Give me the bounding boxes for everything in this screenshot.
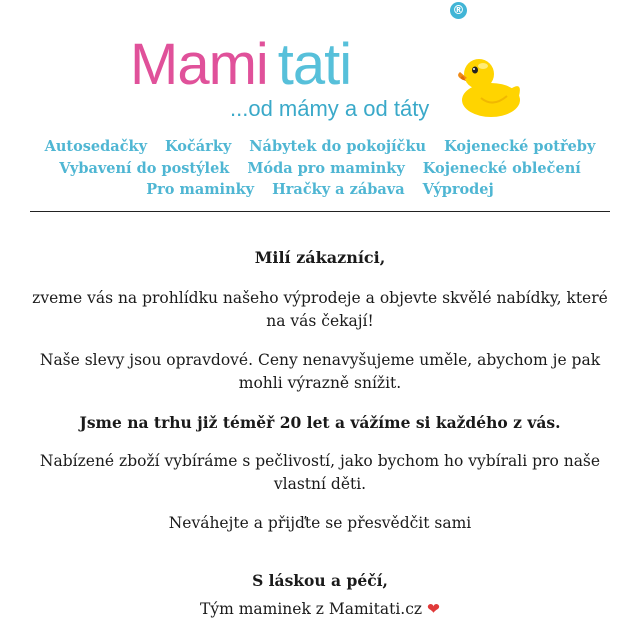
heart-icon: ❤ (427, 600, 441, 618)
category-nav (0, 136, 640, 201)
greeting: Milí zákazníci, (254, 248, 386, 267)
logo[interactable] (130, 34, 390, 96)
nav-link-hracky[interactable]: Hračky a zábava (272, 181, 405, 198)
logo-wordmark (130, 34, 390, 96)
nav-link-vybaveni-postylek[interactable]: Vybavení do postýlek (59, 159, 230, 177)
nav-link-vyprodej[interactable]: Výprodej (422, 181, 494, 198)
divider (30, 211, 610, 212)
rubber-duck-icon (453, 50, 523, 120)
paragraph-discounts: Naše slevy jsou opravdové. Ceny nenavyšujeme uměle, abychom je pak mohli výrazně snížit. (39, 351, 601, 392)
nav-row (0, 136, 640, 158)
signature: Tým maminek z Mamitati.cz (199, 600, 423, 618)
nav-link-nabytek[interactable]: Nábytek do pokojíčku (249, 138, 427, 155)
nav-row (0, 179, 640, 201)
tagline: ...od mámy a od táty (230, 96, 430, 121)
nav-link-kojenecke-potreby[interactable]: Kojenecké potřeby (444, 138, 596, 155)
nav-link-kojenecke-obleceni[interactable]: Kojenecké oblečení (422, 159, 581, 177)
nav-link-moda-pro-maminky[interactable]: Móda pro maminky (247, 159, 405, 177)
logo-mami: Mami (130, 32, 268, 97)
nav-row (0, 158, 640, 180)
paragraph-years: Jsme na trhu již téměř 20 let a vážíme si každého z vás. (79, 413, 561, 432)
signoff: S láskou a péčí, (252, 571, 388, 590)
signature-line (30, 598, 610, 621)
nav-link-autosedacky[interactable]: Autosedačky (44, 138, 147, 155)
paragraph-invite-visit: Neváhejte a přijďte se přesvědčit sami (168, 514, 472, 532)
nav-link-kocarky[interactable]: Kočárky (165, 138, 232, 155)
spacer (30, 551, 610, 569)
paragraph-invitation: zveme vás na prohlídku našeho výprodeje a objevte skvělé nabídky, které na vás čekají! (32, 289, 608, 330)
logo-tati: tati (277, 32, 352, 97)
nav-link-pro-maminky[interactable]: Pro maminky (146, 181, 255, 198)
message-body (30, 246, 610, 637)
header (0, 0, 640, 130)
registered-mark: ® (450, 2, 467, 19)
paragraph-selection: Nabízené zboží vybíráme s pečlivostí, jako bychom ho vybírali pro naše vlastní děti. (39, 452, 601, 493)
